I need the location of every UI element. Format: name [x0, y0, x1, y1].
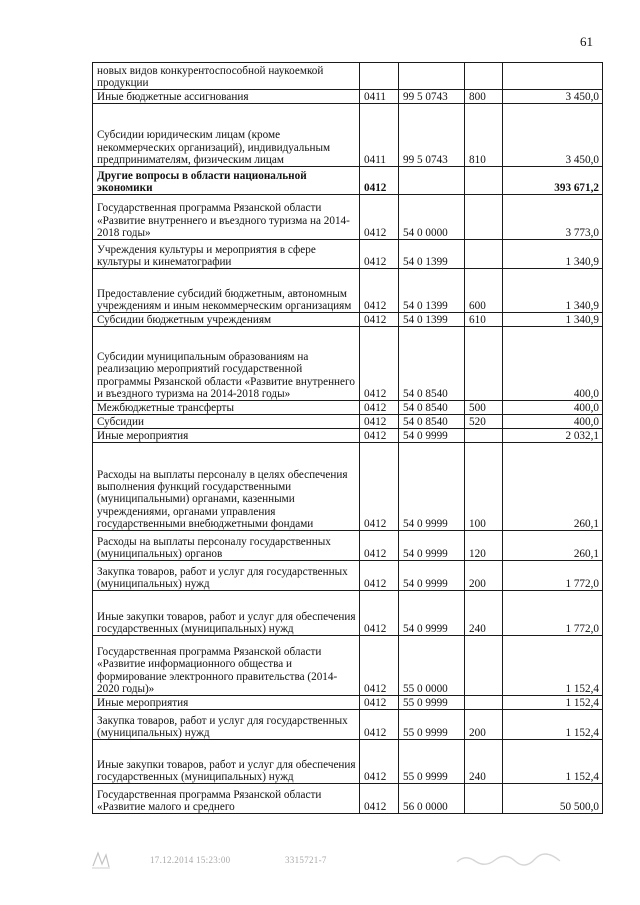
row-section: 0412 [360, 313, 399, 327]
budget-table [92, 62, 603, 814]
row-target: 54 0 9999 [399, 443, 465, 531]
row-section: 0412 [360, 591, 399, 636]
table-row [93, 429, 603, 443]
row-target: 54 0 1399 [399, 313, 465, 327]
row-target: 56 0 0000 [399, 784, 465, 814]
table-row [93, 401, 603, 415]
row-type: 810 [465, 104, 503, 167]
scan-smudge-icon [455, 852, 565, 866]
row-name: Государственная программа Рязанской области «Развитие малого и среднего [93, 784, 360, 814]
row-type: 520 [465, 415, 503, 429]
table-row-section-heading [93, 167, 603, 195]
row-section: 0412 [360, 740, 399, 784]
row-section: 0411 [360, 90, 399, 104]
footer-timestamp: 17.12.2014 15:23:00 [150, 855, 231, 865]
row-name: Предоставление субсидий бюджетным, автономным учреждениям и иным некоммерческим организациям [93, 269, 360, 313]
row-name: Закупка товаров, работ и услуг для государственных (муниципальных) нужд [93, 561, 360, 591]
row-type: 240 [465, 591, 503, 636]
row-name: Субсидии юридическим лицам (кроме некоммерческих организаций), индивидуальным предпринимателям, физическим лицам [93, 104, 360, 167]
table-row [93, 710, 603, 740]
row-type: 120 [465, 531, 503, 561]
row-section: 0412 [360, 696, 399, 710]
row-target: 54 0 9999 [399, 591, 465, 636]
row-name: Другие вопросы в области национальной экономики [93, 167, 360, 195]
row-amount: 1 772,0 [503, 561, 603, 591]
page-footer [0, 852, 640, 872]
row-target: 54 0 1399 [399, 269, 465, 313]
table-row [93, 636, 603, 696]
row-amount: 393 671,2 [503, 167, 603, 195]
row-target: 55 0 9999 [399, 740, 465, 784]
row-type: 600 [465, 269, 503, 313]
row-section: 0412 [360, 429, 399, 443]
table-row [93, 591, 603, 636]
row-target: 99 5 0743 [399, 90, 465, 104]
row-target: 54 0 1399 [399, 240, 465, 269]
table-row [93, 561, 603, 591]
row-target [399, 63, 465, 90]
row-section: 0412 [360, 415, 399, 429]
row-target: 54 0 8540 [399, 327, 465, 401]
table-row [93, 740, 603, 784]
table-row [93, 269, 603, 313]
table-row [93, 784, 603, 814]
budget-table-body [93, 63, 603, 814]
row-name: Иные мероприятия [93, 429, 360, 443]
row-amount: 400,0 [503, 401, 603, 415]
row-target [399, 167, 465, 195]
row-type [465, 195, 503, 240]
row-type [465, 429, 503, 443]
row-name: Расходы на выплаты персоналу в целях обеспечения выполнения функций государственными (муниципальными) органами, казенными учреждениями, органами управления государственными внебюджетными фондами [93, 443, 360, 531]
row-name: Субсидии бюджетным учреждениям [93, 313, 360, 327]
table-row [93, 195, 603, 240]
row-type [465, 63, 503, 90]
row-section: 0412 [360, 401, 399, 415]
table-row [93, 327, 603, 401]
table-row [93, 313, 603, 327]
row-section: 0411 [360, 104, 399, 167]
scan-stamp-icon [90, 850, 112, 870]
row-type [465, 327, 503, 401]
row-type [465, 167, 503, 195]
row-amount: 1 152,4 [503, 636, 603, 696]
row-name: новых видов конкурентоспособной наукоемкой продукции [93, 63, 360, 90]
row-target: 55 0 9999 [399, 696, 465, 710]
row-section: 0412 [360, 561, 399, 591]
row-target: 54 0 0000 [399, 195, 465, 240]
footer-doc-number: 3315721-7 [285, 855, 327, 865]
row-name: Расходы на выплаты персоналу государственных (муниципальных) органов [93, 531, 360, 561]
row-target: 54 0 9999 [399, 429, 465, 443]
row-type: 200 [465, 561, 503, 591]
row-section: 0412 [360, 327, 399, 401]
row-amount: 3 773,0 [503, 195, 603, 240]
row-amount: 3 450,0 [503, 104, 603, 167]
row-name: Иные мероприятия [93, 696, 360, 710]
row-section [360, 63, 399, 90]
row-type [465, 696, 503, 710]
row-amount: 260,1 [503, 531, 603, 561]
row-section: 0412 [360, 784, 399, 814]
row-type [465, 240, 503, 269]
row-amount [503, 63, 603, 90]
row-type [465, 636, 503, 696]
row-section: 0412 [360, 636, 399, 696]
row-type: 500 [465, 401, 503, 415]
row-name: Закупка товаров, работ и услуг для государственных (муниципальных) нужд [93, 710, 360, 740]
row-name: Иные закупки товаров, работ и услуг для обеспечения государственных (муниципальных) нужд [93, 740, 360, 784]
row-type [465, 784, 503, 814]
row-amount: 400,0 [503, 415, 603, 429]
page-number: 61 [580, 34, 593, 49]
row-amount: 1 340,9 [503, 269, 603, 313]
row-type: 100 [465, 443, 503, 531]
row-amount: 1 152,4 [503, 710, 603, 740]
table-row [93, 240, 603, 269]
table-row [93, 415, 603, 429]
table-row [93, 63, 603, 90]
row-section: 0412 [360, 269, 399, 313]
row-section: 0412 [360, 531, 399, 561]
table-row [93, 104, 603, 167]
row-name: Иные закупки товаров, работ и услуг для обеспечения государственных (муниципальных) нужд [93, 591, 360, 636]
row-target: 99 5 0743 [399, 104, 465, 167]
row-name: Учреждения культуры и мероприятия в сфере культуры и кинематографии [93, 240, 360, 269]
table-row [93, 696, 603, 710]
row-section: 0412 [360, 167, 399, 195]
row-target: 55 0 9999 [399, 710, 465, 740]
row-target: 54 0 8540 [399, 401, 465, 415]
table-row [93, 531, 603, 561]
row-amount: 50 500,0 [503, 784, 603, 814]
row-type: 240 [465, 740, 503, 784]
table-row [93, 90, 603, 104]
row-type: 610 [465, 313, 503, 327]
row-name: Субсидии муниципальным образованиям на реализацию мероприятий государственной программы Рязанской области «Развитие внутреннего и въездного туризма на 2014-2018 годы» [93, 327, 360, 401]
row-amount: 260,1 [503, 443, 603, 531]
row-section: 0412 [360, 443, 399, 531]
row-amount: 1 340,9 [503, 313, 603, 327]
row-target: 55 0 0000 [399, 636, 465, 696]
row-amount: 1 152,4 [503, 696, 603, 710]
row-amount: 3 450,0 [503, 90, 603, 104]
row-amount: 1 340,9 [503, 240, 603, 269]
row-amount: 2 032,1 [503, 429, 603, 443]
row-type: 800 [465, 90, 503, 104]
row-amount: 1 772,0 [503, 591, 603, 636]
table-row [93, 443, 603, 531]
row-target: 54 0 8540 [399, 415, 465, 429]
row-name: Государственная программа Рязанской области «Развитие внутреннего и въездного туризма на 2014-2018 годы» [93, 195, 360, 240]
row-section: 0412 [360, 195, 399, 240]
row-name: Межбюджетные трансферты [93, 401, 360, 415]
row-amount: 400,0 [503, 327, 603, 401]
row-section: 0412 [360, 240, 399, 269]
row-section: 0412 [360, 710, 399, 740]
row-target: 54 0 9999 [399, 531, 465, 561]
row-name: Государственная программа Рязанской области «Развитие информационного общества и формирование электронного правительства (2014-2020 годы)» [93, 636, 360, 696]
row-amount: 1 152,4 [503, 740, 603, 784]
row-name: Иные бюджетные ассигнования [93, 90, 360, 104]
row-target: 54 0 9999 [399, 561, 465, 591]
row-type: 200 [465, 710, 503, 740]
row-name: Субсидии [93, 415, 360, 429]
